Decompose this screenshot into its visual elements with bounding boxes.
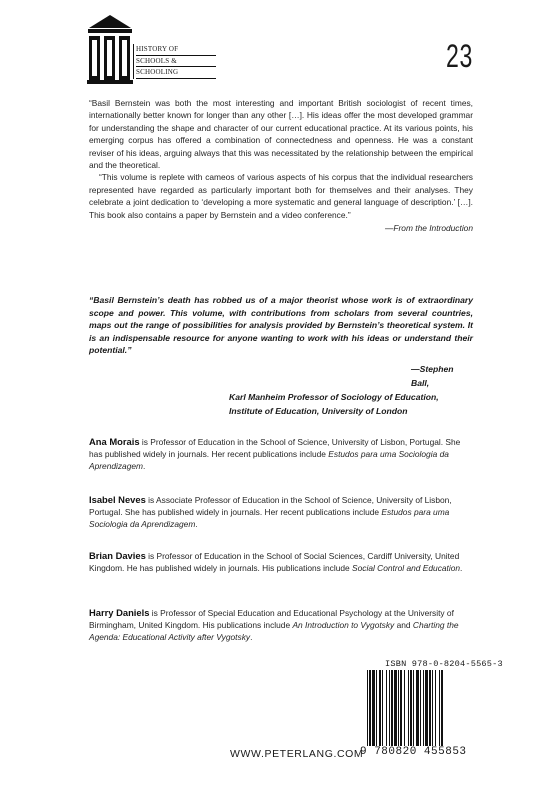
intro-paragraph: “Basil Bernstein was both the most interesting and important British sociologist of recent times, internationally better known for longer than any other […]. His ideas offer the most developed grammar for understanding the shape and character of our current educational practice. At its various points, his emerging corpus has offered a combination of connectedness and openness. He was a constant reviser of his ideas, arguing always that this was necessitated by the relationship between the empirical and the theoretical.	[89, 98, 473, 171]
intro-paragraph: “This volume is replete with cameos of various aspects of his corpus that the individual researchers represented have regarded as particularly important both for themselves and their analyses. They celebrate a joint dedication to ‘developing a more systematic and general language of description.’ […]. This book also contains a paper by Bernstein and a video conference.”	[89, 172, 473, 220]
author-bio-mid: and	[394, 620, 413, 631]
author-works: Charting the Agenda: Educational Activity after Vygotsky	[89, 620, 459, 643]
series-logo	[87, 14, 207, 94]
author-bio-text: is Professor of Special Education and Educational Psychology at the University of Birmingham, United Kingdom. His publications include	[89, 608, 454, 631]
barcode-digits: 9 780820 455853	[360, 746, 467, 758]
author-name: Brian Davies	[89, 550, 146, 561]
endorsement-quote	[89, 294, 473, 357]
author-name: Harry Daniels	[89, 607, 150, 618]
intro-attribution: —From the Introduction	[385, 223, 473, 234]
author-works: Estudos para uma Sociologia da Aprendizagem	[89, 449, 449, 472]
author-bio	[89, 607, 473, 644]
schoolhouse-icon	[87, 14, 133, 84]
series-number: 23	[446, 38, 474, 74]
intro-quote	[89, 97, 473, 234]
series-line: SCHOOLS &	[136, 56, 216, 68]
isbn: ISBN 978-0-8204-5565-3	[385, 659, 503, 669]
author-works: An Introduction to Vygotsky	[292, 620, 395, 631]
author-works: Estudos para uma Sociologia da Aprendizagem	[89, 507, 450, 530]
endorsement-text: “Basil Bernstein’s death has robbed us of a major theorist whose work is of extraordinary scope and power. This volume, with contributions from scholars from several countries, maps out the range of possibilities for analysis provided by Bernstein’s theoretical system. It is an indispensable resource for anyone wanting to work with his ideas or understand their potential.”	[89, 295, 473, 356]
author-bio-tail: .	[460, 563, 463, 574]
series-line: SCHOOLING	[136, 67, 216, 79]
author-bio-tail: .	[250, 632, 253, 643]
endorser-affiliation: Institute of Education, University of London	[229, 406, 408, 416]
author-name: Isabel Neves	[89, 494, 146, 505]
author-bio-text: is Professor of Education in the School of Social Sciences, Cardiff University, United Kingdom. He has published widely in journals. His publications include	[89, 551, 460, 574]
author-bio-text: is Professor of Education in the School of Science, University of Lisbon, Portugal. She has published widely in journals. Her recent publications include	[89, 437, 461, 460]
series-line: HISTORY OF	[136, 44, 216, 56]
endorser-name: —Stephen Ball,	[411, 364, 454, 388]
series-title	[133, 44, 216, 79]
publisher-website: WWW.PETERLANG.COM	[230, 748, 364, 760]
author-works: Social Control and Education	[352, 563, 461, 574]
barcode	[366, 670, 480, 758]
author-bio-text: is Associate Professor of Education in the School of Science, University of Lisbon, Portugal. She has published widely in journals. Her recent publications include	[89, 495, 452, 518]
author-bio	[89, 436, 473, 473]
author-bio-tail: .	[143, 461, 146, 472]
author-name: Ana Morais	[89, 436, 140, 447]
barcode-graphic	[366, 670, 480, 746]
author-bio	[89, 494, 473, 531]
endorsement-attribution	[89, 362, 469, 418]
author-bio-tail: .	[195, 519, 198, 530]
author-bio	[89, 550, 473, 574]
endorser-title: Karl Manheim Professor of Sociology of Education,	[229, 392, 439, 402]
